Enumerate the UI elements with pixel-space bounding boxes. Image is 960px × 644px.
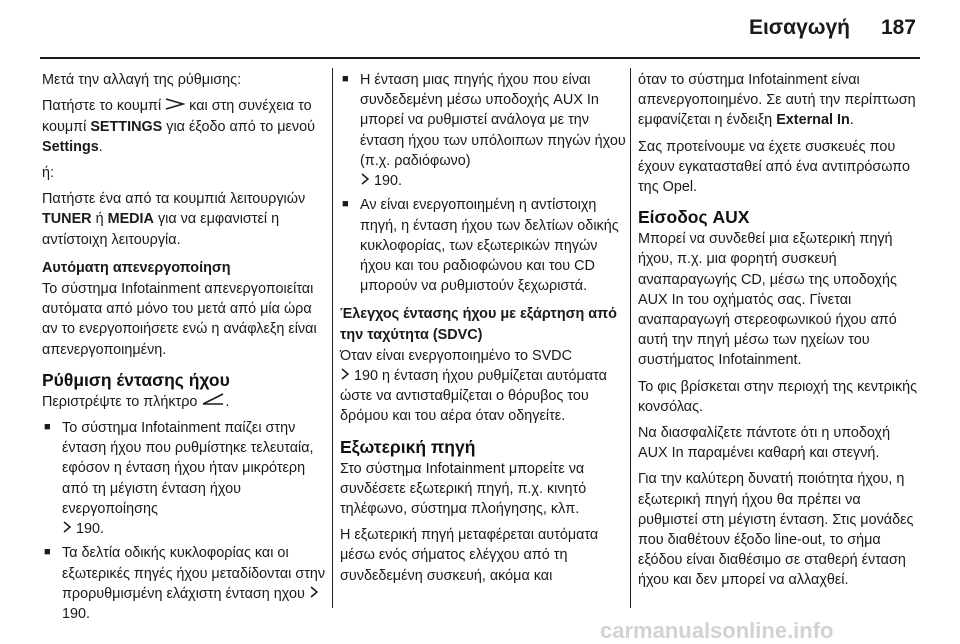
- column-1: [42, 70, 330, 628]
- column-3: [638, 70, 920, 597]
- section-title-volume: Ρύθμιση έντασης ήχου: [42, 369, 230, 390]
- subheading-sdvc: Έλεγχος έντασης ήχου με εξάρτηση από την ταχύτητα (SDVC): [340, 306, 617, 343]
- paragraph: Σας προτείνουμε να έχετε συσκευές που έχουν εγκατασταθεί από ένα αντιπρόσωπο της Opel.: [638, 138, 911, 196]
- volume-knob-icon: [201, 392, 225, 412]
- bullet-list: [340, 70, 628, 296]
- paragraph: Η εξωτερική πηγή μεταφέρεται αυτόματα μέσω ενός σήματος ελέγχου από τη συνδεδεμένη συσκευή, ακόμα και: [340, 527, 599, 584]
- list-item: ■ Αν είναι ενεργοποιημένη η αντίστοιχη πηγή, η ένταση ήχου των δελτίων οδικής κυκλοφορίας, των εξωτερικών πηγών ήχου και του ραδιοφώνου και του CD μπορούν να ρυθμιστούν ξεχωριστά.: [340, 195, 628, 296]
- subheading-auto-off: Αυτόματη απενεργοποίηση: [42, 259, 231, 276]
- page-reference-icon: [62, 519, 72, 539]
- column-separator: [332, 68, 333, 608]
- watermark: carmanualsonline.info: [600, 618, 834, 643]
- section-title-aux: Είσοδος AUX: [638, 207, 750, 228]
- paragraph: Το σύστημα Infotainment απενεργοποιείται αυτόματα από μόνο του μετά από μία ώρα αν το ενεργοποιήσετε ενώ η ανάφλεξη είναι απενεργοποιημένη.: [42, 280, 317, 358]
- list-item: ■ Η ένταση μιας πηγής ήχου που είναι συνδεδεμένη μέσω υποδοχής AUX In μπορεί να ρυθμιστεί ανάλογα με την ένταση ήχου των υπόλοιπων πηγών ήχου (π.χ. ραδιόφωνο) 190.: [340, 70, 628, 191]
- paragraph: Να διασφαλίζετε πάντοτε ότι η υποδοχή AUX In παραμένει καθαρή και στεγνή.: [638, 425, 891, 462]
- bullet-list: [42, 418, 330, 624]
- paragraph: Μπορεί να συνδεθεί μια εξωτερική πηγή ήχου, π.χ. μια φορητή συσκευή αναπαραγωγής CD, μέσω της υποδοχής AUX In του οχήματός σας. Γίνεται αναπαραγωγή στερεοφωνικού ήχου από αυτή την πηγή μέσω των ηχείων του συστήματος Infotainment.: [638, 231, 897, 369]
- page-header: [0, 0, 960, 56]
- list-item: ■ Τα δελτία οδικής κυκλοφορίας και οι εξωτερικές πηγές ήχου μεταδίδονται στην προρυθμισμένη ελάχιστη ένταση ηχου 190.: [42, 543, 330, 624]
- paragraph: ή:: [42, 164, 55, 181]
- paragraph: Για την καλύτερη δυνατή ποιότητα ήχου, η εξωτερική πηγή ήχου θα πρέπει να ρυθμιστεί στη μέγιστη ένταση. Στις μονάδες που διαθέτουν έξοδο line-out, το σήμα εξόδου είναι διαθέσιμο σε σταθερή ένταση ήχου και δεν μπορεί να αλλαχθεί.: [638, 471, 914, 589]
- page-title: Εισαγωγή: [748, 16, 850, 39]
- back-arrow-icon: [165, 96, 185, 116]
- page-reference-icon: [360, 171, 370, 191]
- paragraph: όταν το σύστημα Infotainment είναι απενεργοποιημένο. Σε αυτή την περίπτωση εμφανίζεται η ένδειξη External In.: [638, 72, 916, 129]
- paragraph: Το φις βρίσκεται στην περιοχή της κεντρικής κονσόλας.: [638, 378, 918, 415]
- page-reference-icon: [340, 366, 350, 386]
- page-reference-icon: [309, 584, 319, 604]
- paragraph: Πατήστε ένα από τα κουμπιά λειτουργιών TUNER ή MEDIA για να εμφανιστεί η αντίστοιχη λειτουργία.: [42, 191, 306, 248]
- paragraph: Όταν είναι ενεργοποιημένο το SVDC 190 η ένταση ήχου ρυθμίζεται αυτόματα ώστε να αντισταθμίζεται ο θόρυβος του δρόμου και του αέρα όταν οδηγείτε.: [340, 347, 607, 425]
- paragraph: Πατήστε το κουμπί και στη συνέχεια το κουμπί SETTINGS για έξοδο από το μενού Settings.: [42, 98, 315, 155]
- column-separator: [630, 68, 631, 608]
- column-2: [340, 70, 628, 592]
- list-item: ■ Το σύστημα Infotainment παίζει στην ένταση ήχου που ρυθμίστηκε τελευταία, εφόσον η ένταση ήχου ήταν μικρότερη από τη μέγιστη ένταση ήχου ενεργοποίησης 190.: [42, 418, 330, 539]
- section-title-external: Εξωτερική πηγή: [340, 436, 476, 457]
- page-number: 187: [880, 16, 916, 39]
- paragraph: Στο σύστημα Infotainment μπορείτε να συνδέσετε εξωτερική πηγή, π.χ. κινητό τηλέφωνο, σύστημα πλοήγησης, κλπ.: [340, 460, 587, 518]
- paragraph: Περιστρέψτε το πλήκτρο .: [42, 392, 330, 412]
- header-rule: [40, 57, 920, 59]
- paragraph: Μετά την αλλαγή της ρύθμισης:: [42, 72, 242, 88]
